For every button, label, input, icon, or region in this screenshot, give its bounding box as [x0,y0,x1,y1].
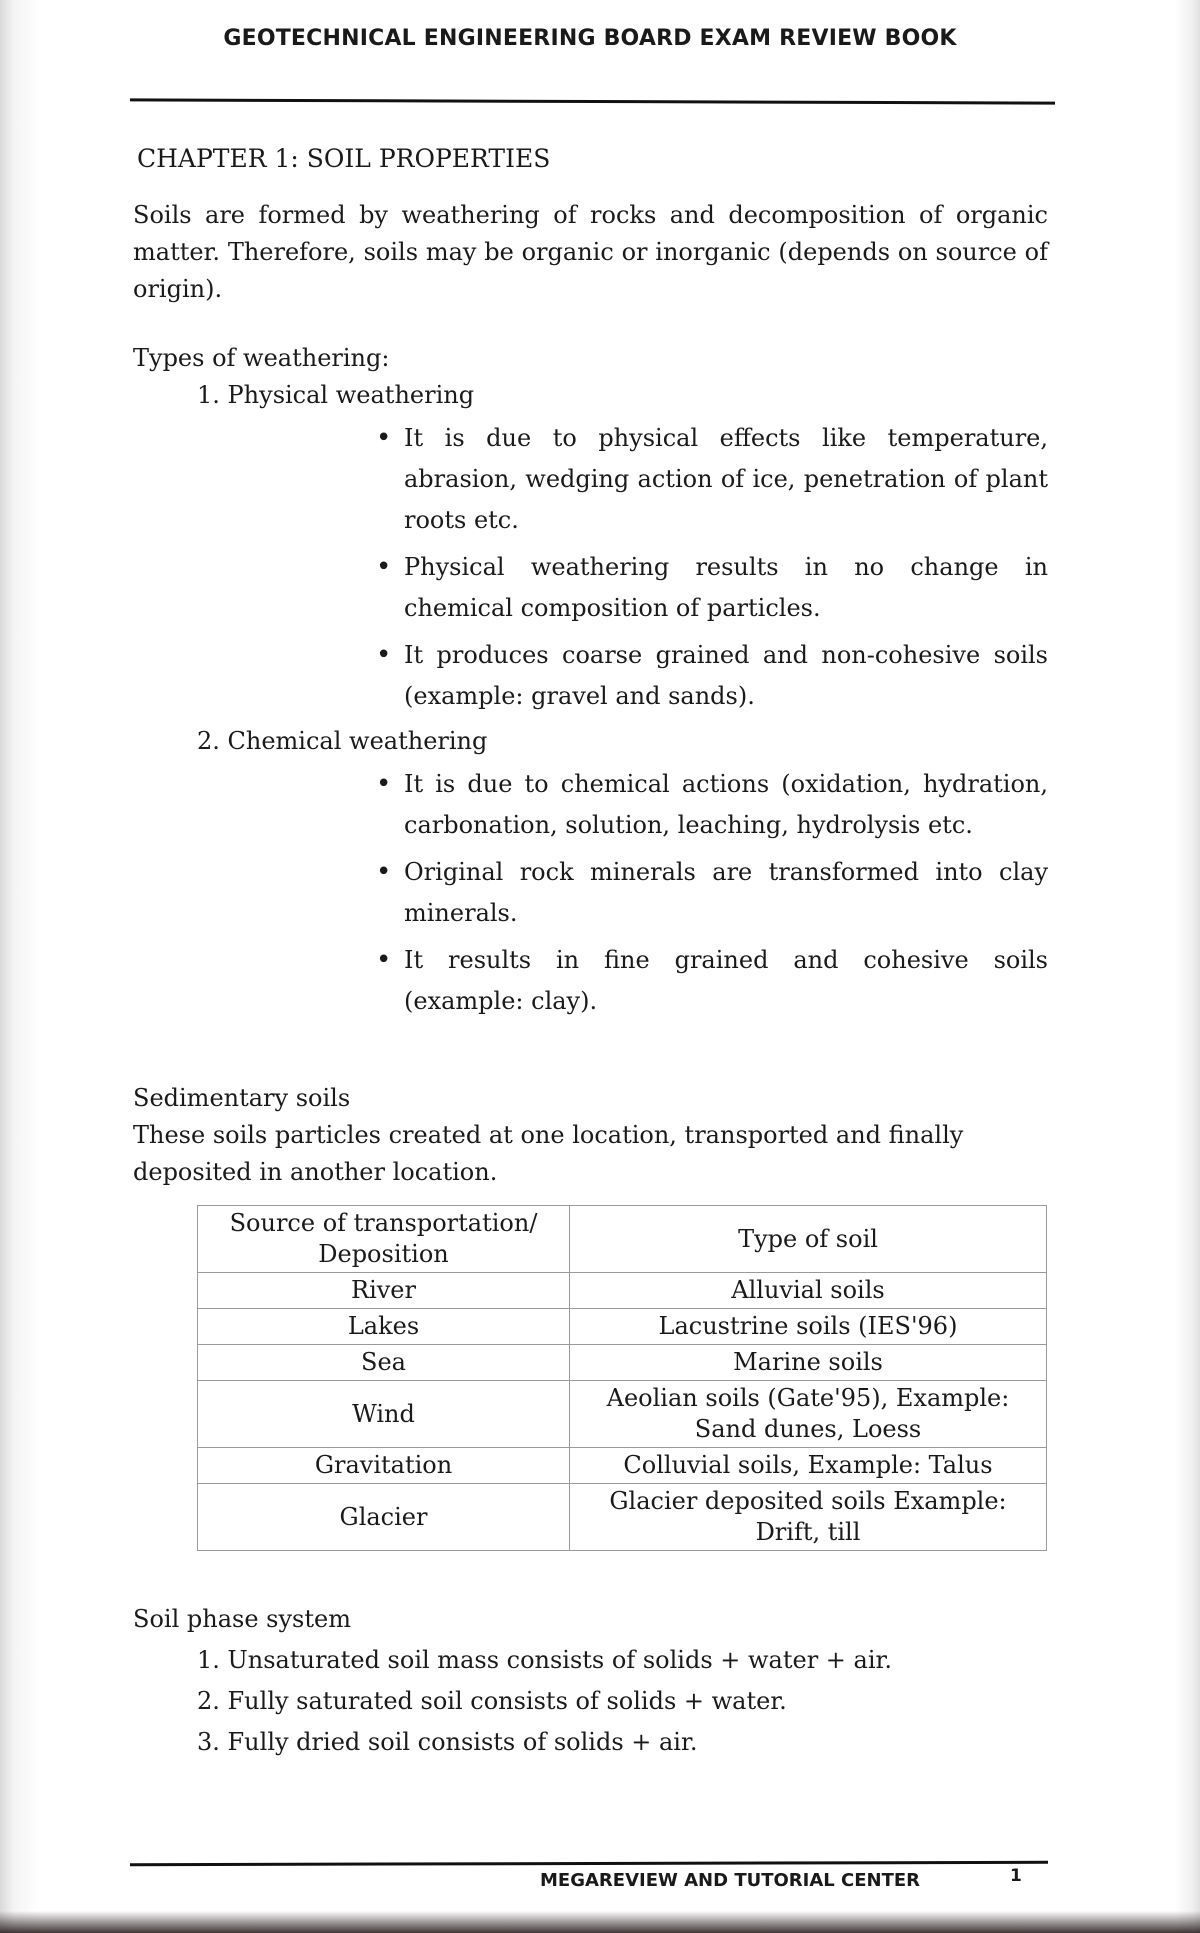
list-item: 3. Fully dried soil consists of solids + air. [197,1728,698,1756]
phase-list [133,1640,1048,1763]
table-row [198,1381,1047,1448]
table-header-row [198,1206,1047,1273]
page-content [133,140,1048,1763]
page-edge-shadow [0,1911,1200,1933]
running-header: GEOTECHNICAL ENGINEERING BOARD EXAM REVIEW BOOK [223,26,957,51]
chemical-bullets [197,764,1048,1022]
table-row [198,1309,1047,1345]
phase-heading: Soil phase system [133,1605,351,1633]
table-cell: Alluvial soils [570,1273,1047,1309]
weathering-type-label: 1. Physical weathering [197,381,475,409]
weathering-type-label: 2. Chemical weathering [197,727,488,755]
table-cell: Glacier [198,1484,570,1551]
bullet-item: • It produces coarse grained and non-cohesive soils (example: gravel and sands). [404,635,1048,717]
table-cell: River [198,1273,570,1309]
table-cell: Colluvial soils, Example: Talus [570,1448,1047,1484]
physical-bullets [197,418,1048,717]
table-cell: Wind [198,1381,570,1448]
intro-paragraph: Soils are formed by weathering of rocks and decomposition of organic matter. Therefore, soils may be organic or inorganic (depends on source of origin). [133,201,1048,303]
table-row [198,1273,1047,1309]
table-cell: Marine soils [570,1345,1047,1381]
table-cell: Lacustrine soils (IES'96) [570,1309,1047,1345]
table-cell: Aeolian soils (Gate'95), Example: Sand dunes, Loess [570,1381,1047,1448]
column-header: Source of transportation/ Deposition [198,1206,570,1273]
table-cell: Sea [198,1345,570,1381]
bullet-item: • It is due to physical effects like temperature, abrasion, wedging action of ice, penetration of plant roots etc. [404,418,1048,541]
bullet-item: • It results in fine grained and cohesive soils (example: clay). [404,940,1048,1022]
column-header: Type of soil [570,1206,1047,1273]
weathering-types-list [133,377,1048,1022]
sedimentary-heading: Sedimentary soils [133,1084,351,1112]
chapter-title: CHAPTER 1: SOIL PROPERTIES [137,144,551,173]
list-item: 1. Unsaturated soil mass consists of solids + water + air. [197,1646,892,1674]
table-row [198,1484,1047,1551]
bullet-item: • Original rock minerals are transformed into clay minerals. [404,852,1048,934]
footer-rule [130,1861,1048,1866]
sedimentary-table [197,1205,1047,1551]
table-cell: Gravitation [198,1448,570,1484]
table-cell: Lakes [198,1309,570,1345]
sedimentary-text: These soils particles created at one location, transported and finally deposited in another location. [133,1121,964,1186]
table-row [198,1448,1047,1484]
header-rule [130,98,1055,104]
weathering-type-physical [197,377,1048,717]
weathering-type-chemical [197,723,1048,1022]
table-row [198,1345,1047,1381]
page-number: 1 [1010,1866,1022,1886]
bullet-item: • Physical weathering results in no change in chemical composition of particles. [404,547,1048,629]
weathering-heading: Types of weathering: [133,344,390,372]
list-item: 2. Fully saturated soil consists of solids + water. [197,1687,787,1715]
footer-text: MEGAREVIEW AND TUTORIAL CENTER [540,1870,921,1891]
table-cell: Glacier deposited soils Example: Drift, till [570,1484,1047,1551]
bullet-item: • It is due to chemical actions (oxidation, hydration, carbonation, solution, leaching, hydrolysis etc. [404,764,1048,846]
